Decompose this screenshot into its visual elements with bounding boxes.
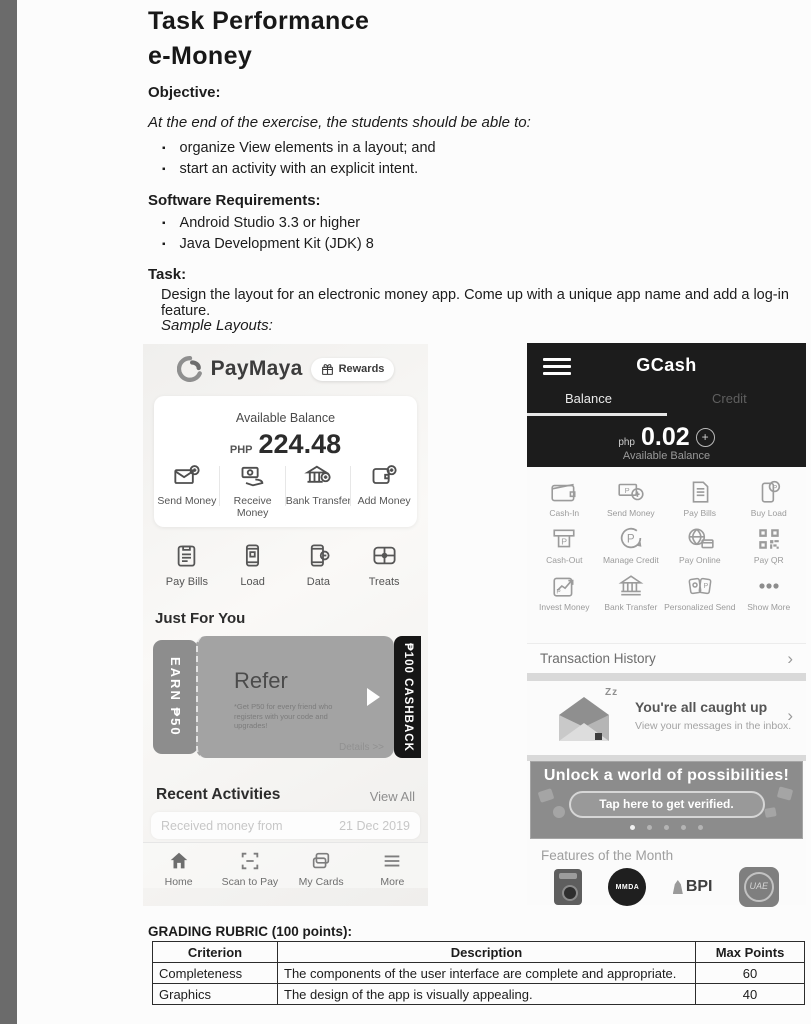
personalized-send-button[interactable] [664,570,735,612]
scan-edge-strip [0,0,17,1024]
activity-row[interactable] [151,812,420,839]
balance-card [154,396,417,527]
add-money-button[interactable] [351,462,417,519]
action-label: Receive Money [233,495,272,519]
bank-transfer-icon [304,462,332,490]
play-arrow-icon [367,688,380,706]
bullet-item: ▪ organize View elements in a layout; and [162,138,436,159]
manage-credit-icon [617,524,645,552]
grading-rubric-table [152,941,805,1005]
col-max-points: Max Points [696,942,805,963]
nav-label: My Cards [298,876,344,888]
currency-label: PHP [229,444,253,456]
just-for-you-heading: Just For You [155,610,246,627]
action-label: Add Money [357,495,411,507]
grid-label: Pay QR [753,555,784,565]
cash-out-button[interactable] [531,523,598,565]
cards-icon [310,850,332,872]
tab-credit[interactable]: Credit [712,391,747,406]
balance-value: 0.02 [641,423,690,451]
nav-my-cards[interactable] [286,850,357,888]
pay-qr-icon [756,526,782,552]
activity-text: Received money from [161,818,283,833]
meter-logo[interactable] [554,869,582,905]
receive-money-icon [239,462,267,490]
nav-scan-to-pay[interactable] [214,850,285,888]
details-link[interactable]: Details >> [338,742,384,753]
view-all-link[interactable]: View All [369,789,415,804]
refer-coupon-banner[interactable] [153,636,421,758]
available-balance-label: Available Balance [622,450,711,462]
data-button[interactable] [286,542,352,588]
scan-icon [239,850,261,872]
divider [527,673,806,681]
cell-max-points: 60 [696,963,805,984]
deco-coin-icon [553,806,565,818]
grid-label: Invest Money [538,602,590,612]
manage-credit-button[interactable] [598,523,665,565]
gcash-screenshot [527,343,806,905]
software-bullets [162,213,374,255]
features-of-month-label: Features of the Month [541,848,674,863]
bank-transfer-icon [617,573,645,599]
cell-criterion: Graphics [153,984,278,1005]
pay-online-icon [685,526,715,552]
show-more-button[interactable] [735,570,802,612]
transaction-history-label: Transaction History [540,651,656,666]
gcash-balance [527,423,806,452]
caught-up-subtitle: View your messages in the inbox. [635,720,792,732]
get-verified-button[interactable]: Tap here to get verified. [569,791,765,818]
bullet-item: ▪ Android Studio 3.3 or higher [162,213,374,234]
invest-money-icon [551,573,577,599]
paymaya-screenshot [143,344,428,906]
action-label: Data [306,576,330,588]
grid-label: Bank Transfer [604,602,658,612]
coupon-title: Refer [234,668,288,693]
send-money-button[interactable] [598,476,665,518]
deco-card-icon [777,786,793,800]
earn-tag-label: EARN ₱50 [168,657,183,737]
page-title: Task Performance e-Money [148,7,370,70]
cell-criterion: Completeness [153,963,278,984]
deco-card-icon [764,807,776,818]
data-icon [305,542,332,569]
action-label: Send Money [157,495,217,507]
grid-label: Cash-In [549,508,580,518]
bpi-label: BPI [685,878,713,895]
home-icon [168,850,190,872]
badge-logo[interactable] [739,867,779,907]
paymaya-brand: PayMaya [210,357,303,380]
svg-text:P: P [561,536,568,547]
action-label: Treats [368,576,400,588]
grid-label: Buy Load [750,508,787,518]
earn-tag [153,640,198,754]
bank-transfer-button[interactable] [286,462,352,519]
activity-date: 21 Dec 2019 [339,818,410,833]
cash-in-icon [549,479,579,505]
gcash-header [527,343,806,467]
caught-up-row[interactable] [527,681,806,755]
cell-max-points: 40 [696,984,805,1005]
tab-balance[interactable]: Balance [565,391,612,406]
treats-icon [371,542,398,569]
bpi-figure-icon [673,880,683,894]
nav-label: Scan to Pay [221,876,279,888]
badge-emblem: UAE [744,872,774,902]
gcash-services-grid [531,476,802,612]
transaction-history-row[interactable] [527,643,806,673]
balance-amount [154,429,417,460]
cashback-tag [394,636,421,758]
nav-more[interactable] [357,850,428,888]
show-more-icon [755,573,783,599]
tab-underline [527,413,667,416]
load-button[interactable] [220,542,286,588]
personalized-send-icon [686,573,714,599]
pay-bills-icon [173,542,200,569]
col-criterion: Criterion [153,942,278,963]
send-money-icon [173,462,201,490]
objective-intro: At the end of the exercise, the students should be able to: [148,114,531,131]
svg-text:P: P [556,588,562,596]
nav-label: Home [164,876,193,888]
table-row [153,963,805,984]
coupon-fine-print: *Get P50 for every friend who registers with your code and upgrades! [234,702,333,730]
currency-label: php [618,437,635,448]
software-heading: Software Requirements: [148,192,321,209]
grid-label: Manage Credit [602,555,659,565]
chevron-right-icon: › [787,649,793,668]
carousel-dots[interactable] [531,825,802,830]
chevron-right-icon: › [787,706,793,725]
verification-banner[interactable] [530,761,803,839]
invest-money-button[interactable] [531,570,598,612]
deco-card-icon [538,788,555,803]
recent-activities-heading: Recent Activities [156,786,281,803]
nav-label: More [380,876,405,888]
rubric-heading: GRADING RUBRIC (100 points): [148,924,353,939]
send-money-button[interactable] [154,462,220,519]
pay-bills-button[interactable] [664,476,735,518]
sleep-zz: Zz [605,687,619,698]
gcash-brand: GCash [636,355,697,375]
cell-description: The design of the app is visually appealing. [278,984,696,1005]
grid-label: Pay Bills [683,508,717,518]
cash-in-button[interactable] [531,476,598,518]
banner-title: Unlock a world of possibilities! [543,767,790,784]
balance-value: 224.48 [258,429,342,459]
secondary-actions [154,542,417,588]
available-balance-label: Available Balance [235,411,336,425]
paymaya-logo-icon [177,356,203,382]
pay-qr-button[interactable] [735,523,802,565]
action-label: Pay Bills [165,576,208,588]
svg-text:P: P [624,486,630,496]
treats-button[interactable] [351,542,417,588]
grid-label: Send Money [606,508,655,518]
grid-label: Cash-Out [546,555,583,565]
table-row [153,984,805,1005]
send-money-icon [616,479,646,505]
pay-bills-button[interactable] [154,542,220,588]
grid-label: Show More [747,602,791,612]
features-row [527,867,806,907]
cashback-label: CASHBACK [402,677,414,752]
primary-actions [154,462,417,519]
grid-label: Pay Online [678,555,721,565]
pay-bills-icon [687,479,713,505]
coupon-body [196,636,394,758]
cash-out-icon [550,526,578,552]
mmda-logo[interactable]: MMDA [608,868,646,906]
bpi-logo[interactable] [673,878,713,896]
cashback-amount: ₱100 [402,642,414,674]
cell-description: The components of the user interface are complete and appropriate. [278,963,696,984]
objective-bullets [162,138,436,180]
svg-text:P: P [626,532,635,546]
objective-heading: Objective: [148,84,221,101]
bullet-item: ▪ start an activity with an explicit intent. [162,159,436,180]
buy-load-button[interactable] [735,476,802,518]
paymaya-bottom-nav [143,842,428,888]
action-label: Load [240,576,265,588]
receive-money-button[interactable] [220,462,286,519]
pay-online-button[interactable] [664,523,735,565]
col-description: Description [278,942,696,963]
add-money-icon [370,462,398,490]
gift-icon [321,363,334,376]
hamburger-icon [381,850,403,872]
rewards-button[interactable] [311,358,395,381]
paymaya-header [143,356,428,382]
nav-home[interactable] [143,850,214,888]
table-header-row [153,942,805,963]
load-icon [239,542,266,569]
task-body: Design the layout for an electronic money app. Come up with a unique app name and add a log-in feature. [161,287,789,319]
bullet-item: ▪ Java Development Kit (JDK) 8 [162,234,374,255]
action-label: Bank Transfer [285,495,352,507]
task-heading: Task: [148,266,187,283]
sample-layouts-label: Sample Layouts: [161,317,273,334]
svg-text:P: P [703,583,708,590]
bank-transfer-button[interactable] [598,570,665,612]
rewards-label: Rewards [338,363,385,375]
grid-label: Personalized Send [664,602,736,612]
buy-load-icon [756,479,782,505]
caught-up-title: You're all caught up [635,699,768,715]
envelope-illustration [551,693,617,745]
add-funds-icon[interactable]: + [696,428,715,447]
svg-text:P: P [771,482,778,492]
